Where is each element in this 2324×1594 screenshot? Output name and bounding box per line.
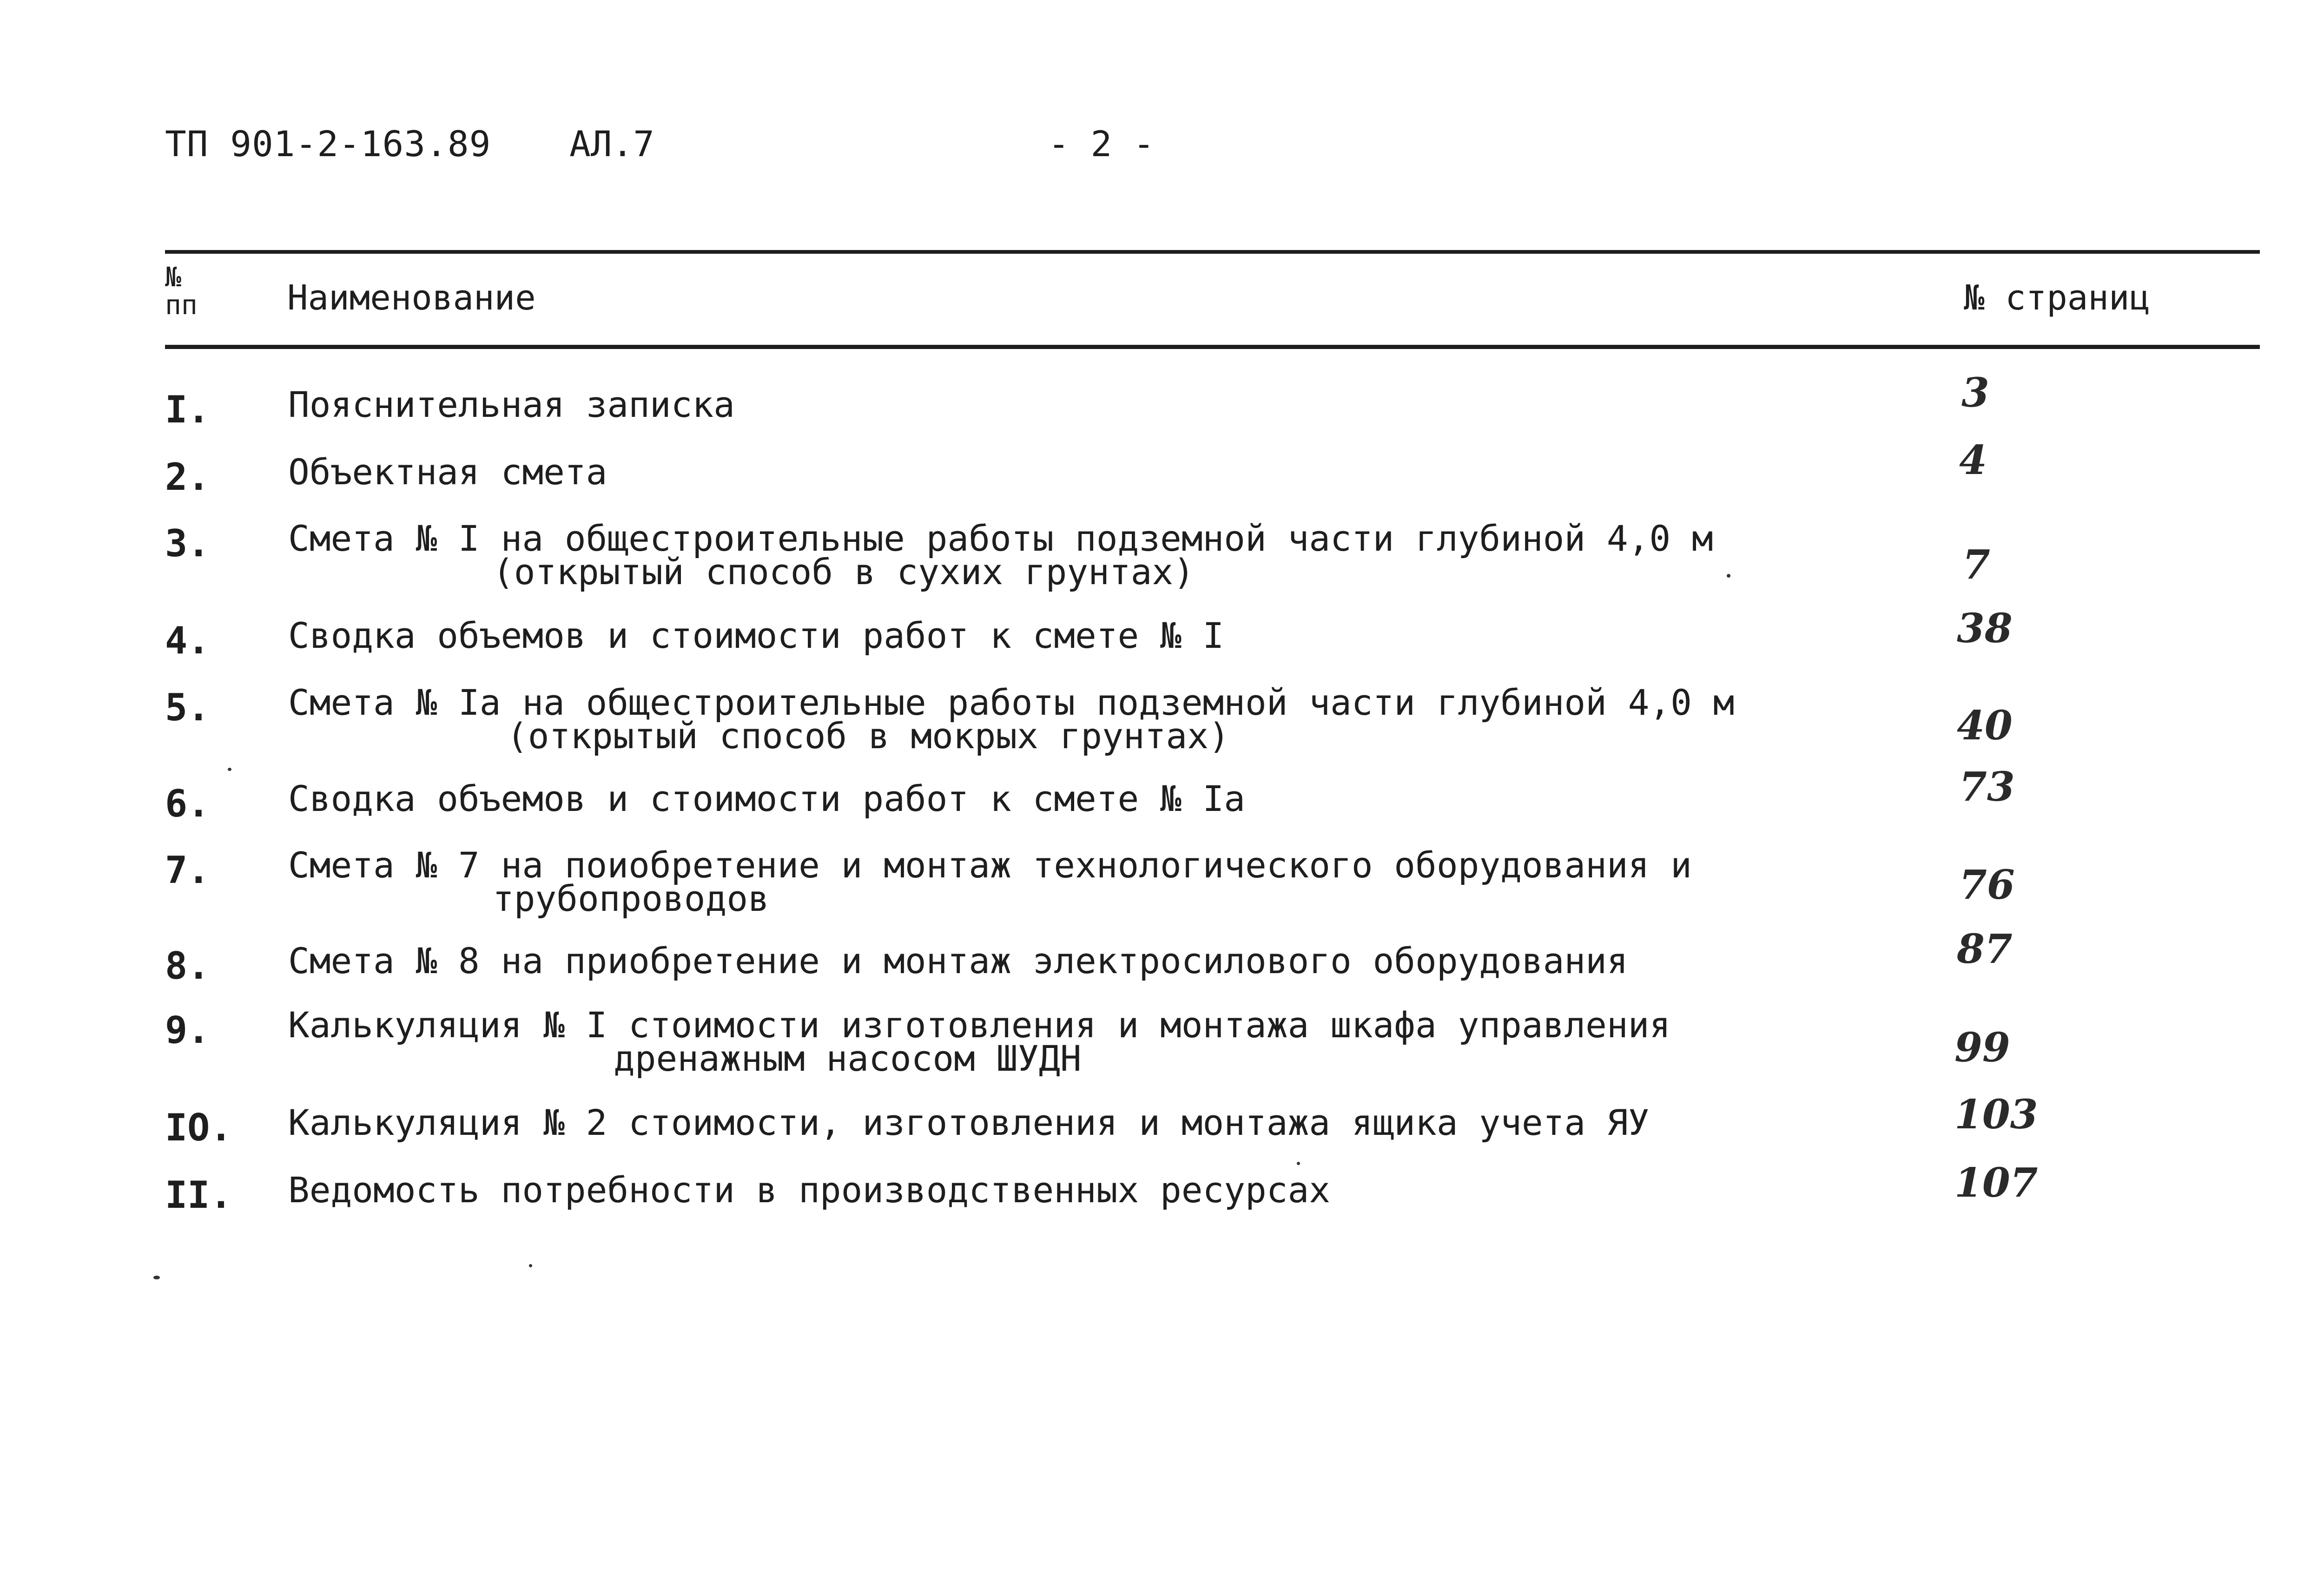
row-page-number: 99 bbox=[1954, 1024, 2010, 1071]
scan-speck bbox=[529, 1264, 532, 1267]
row-number: I. bbox=[165, 388, 210, 431]
row-page-number: 76 bbox=[1959, 862, 2015, 909]
row-title-line1: Объектная смета bbox=[288, 451, 607, 493]
row-title-line2: трубопроводов bbox=[493, 878, 769, 919]
row-title bbox=[288, 844, 1692, 919]
row-title bbox=[288, 1004, 1671, 1079]
sheet-code: АЛ.7 bbox=[569, 123, 655, 165]
row-title bbox=[288, 1169, 1331, 1211]
row-title-line2: (открытый способ в сухих грунтах) bbox=[493, 551, 1195, 593]
row-title bbox=[288, 1102, 1650, 1143]
column-header-name: Наименование bbox=[287, 278, 536, 318]
column-header-pages: № страниц bbox=[1964, 278, 2150, 318]
row-title-line1: Смета № 7 на поиобретение и монтаж технологического оборудования и bbox=[288, 844, 1692, 886]
row-title-line1: Калькуляция № I стоимости изготовления и монтажа шкафа управления bbox=[288, 1004, 1671, 1046]
row-title-line2: (открытый способ в мокрых грунтах) bbox=[507, 715, 1230, 757]
row-page-number: 103 bbox=[1954, 1091, 2038, 1138]
row-title-line1: Смета № 8 на приобретение и монтаж электросилового оборудования bbox=[288, 940, 1628, 981]
table-top-rule bbox=[165, 250, 2260, 254]
row-title-line1: Сводка объемов и стоимости работ к смете № I bbox=[288, 615, 1224, 656]
row-number: 7. bbox=[165, 849, 210, 892]
row-title bbox=[288, 518, 1713, 593]
row-title-line1: Смета № I на общестроительные работы подземной части глубиной 4,0 м bbox=[288, 518, 1713, 559]
row-title-line1: Смета № Iа на общестроительные работы подземной части глубиной 4,0 м bbox=[288, 682, 1735, 723]
document-code: ТП 901-2-163.89 bbox=[165, 123, 491, 165]
row-title-line2: дренажным насосом ШУДН bbox=[614, 1038, 1082, 1079]
row-number: 5. bbox=[165, 686, 210, 729]
row-page-number: 38 bbox=[1957, 605, 2013, 652]
scan-speck bbox=[153, 1276, 160, 1279]
row-title bbox=[288, 940, 1628, 981]
column-header-number: № пп bbox=[165, 261, 198, 321]
row-title bbox=[288, 451, 607, 493]
row-title bbox=[288, 778, 1246, 819]
row-title-line1: Сводка объемов и стоимости работ к смете № Iа bbox=[288, 778, 1246, 819]
row-page-number: 87 bbox=[1957, 926, 2013, 973]
row-page-number: 3 bbox=[1961, 369, 1989, 416]
row-page-number: 4 bbox=[1959, 437, 1987, 484]
page-number: - 2 - bbox=[1048, 123, 1155, 165]
row-number: 9. bbox=[165, 1008, 210, 1052]
row-title bbox=[288, 615, 1224, 656]
row-page-number: 40 bbox=[1957, 702, 2013, 749]
table-header-rule bbox=[165, 345, 2260, 349]
row-title-line1: Ведомость потребности в производственных ресурсах bbox=[288, 1169, 1331, 1211]
row-title-line1: Пояснительная записка bbox=[288, 384, 735, 425]
row-title-line1: Калькуляция № 2 стоимости, изготовления и монтажа ящика учета ЯУ bbox=[288, 1102, 1650, 1143]
row-number: 2. bbox=[165, 455, 210, 499]
row-page-number: 7 bbox=[1962, 541, 1990, 588]
row-number: 3. bbox=[165, 522, 210, 565]
scan-speck bbox=[1297, 1162, 1300, 1165]
row-number: 6. bbox=[165, 782, 210, 825]
row-number: IO. bbox=[165, 1106, 232, 1149]
row-number: II. bbox=[165, 1173, 232, 1217]
row-title bbox=[288, 384, 735, 425]
scan-speck bbox=[1727, 574, 1730, 578]
row-number: 8. bbox=[165, 944, 210, 988]
row-page-number: 107 bbox=[1954, 1159, 2038, 1206]
row-number: 4. bbox=[165, 619, 210, 662]
row-title bbox=[288, 682, 1735, 757]
scan-speck bbox=[228, 768, 231, 771]
row-page-number: 73 bbox=[1959, 764, 2015, 810]
